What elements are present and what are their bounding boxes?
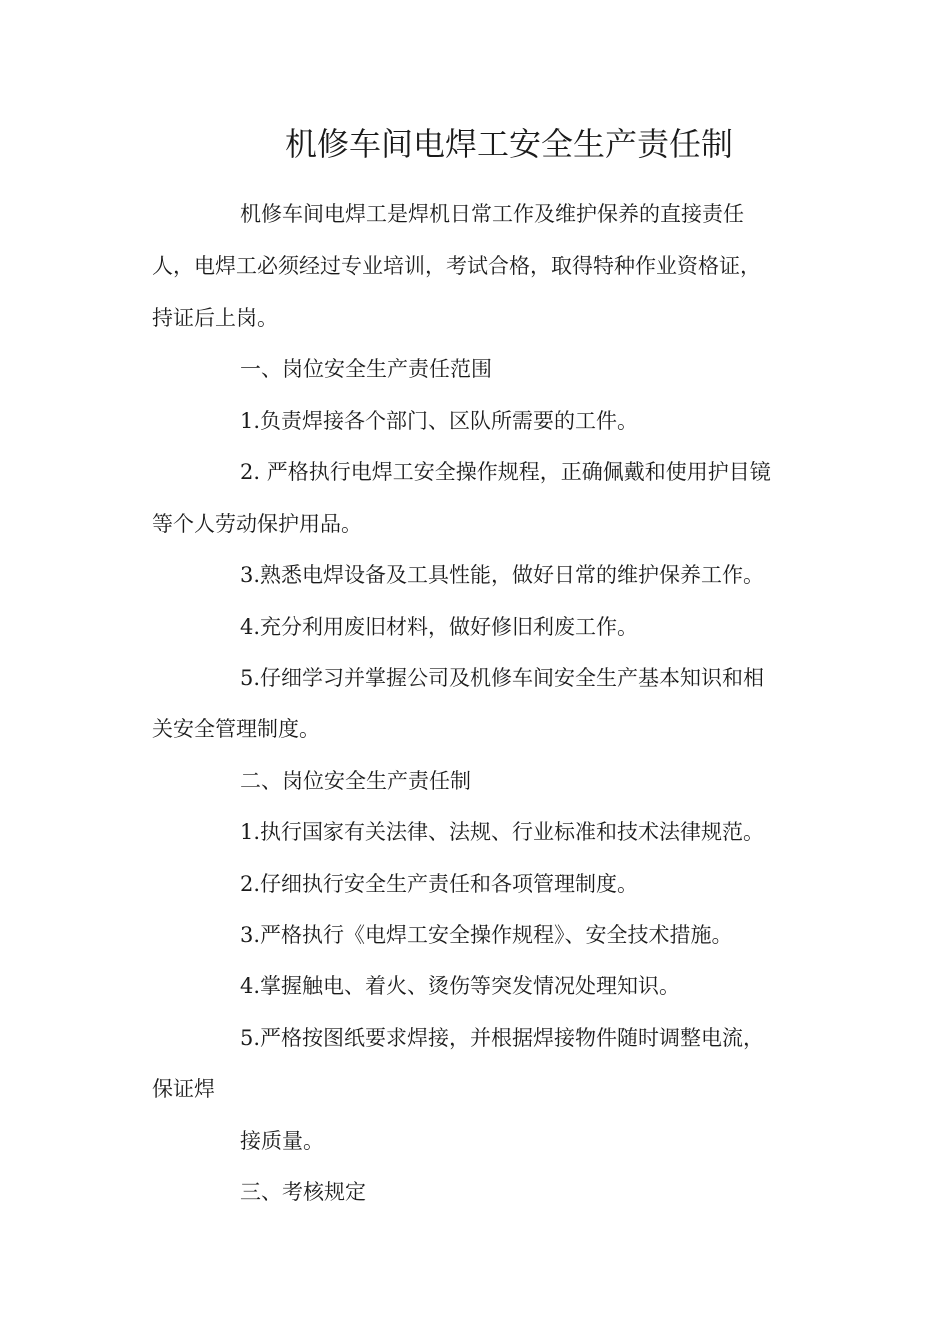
list-item-continuation: 等个人劳动保护用品。 [152, 512, 362, 536]
list-item-continuation: 保证焊 [152, 1077, 215, 1101]
list-item-continuation: 接质量。 [240, 1129, 324, 1153]
list-item: 1.执行国家有关法律、法规、行业标准和技术法律规范。 [240, 820, 765, 844]
section-heading: 三、考核规定 [240, 1180, 366, 1204]
list-item-continuation: 关安全管理制度。 [152, 717, 320, 741]
list-item: 4.充分利用废旧材料，做好修旧利废工作。 [240, 615, 639, 639]
list-item: 2.仔细执行安全生产责任和各项管理制度。 [240, 872, 639, 896]
list-item: 2. 严格执行电焊工安全操作规程，正确佩戴和使用护目镜 [240, 460, 771, 484]
list-item: 4.掌握触电、着火、烫伤等突发情况处理知识。 [240, 974, 681, 998]
list-item: 3.熟悉电焊设备及工具性能，做好日常的维护保养工作。 [240, 563, 765, 587]
section-heading: 二、岗位安全生产责任制 [240, 769, 471, 793]
document-title: 机修车间电焊工安全生产责任制 [284, 125, 733, 163]
list-item: 3.严格执行《电焊工安全操作规程》、安全技术措施。 [240, 923, 733, 947]
paragraph-line: 机修车间电焊工是焊机日常工作及维护保养的直接责任 [240, 202, 744, 226]
section-heading: 一、岗位安全生产责任范围 [240, 357, 492, 381]
paragraph-line: 人，电焊工必须经过专业培训，考试合格，取得特种作业资格证， [152, 254, 761, 278]
list-item: 1.负责焊接各个部门、区队所需要的工件。 [240, 409, 639, 433]
paragraph-line: 持证后上岗。 [152, 306, 278, 330]
list-item: 5.严格按图纸要求焊接，并根据焊接物件随时调整电流， [240, 1026, 765, 1050]
list-item: 5.仔细学习并掌握公司及机修车间安全生产基本知识和相 [240, 666, 765, 690]
